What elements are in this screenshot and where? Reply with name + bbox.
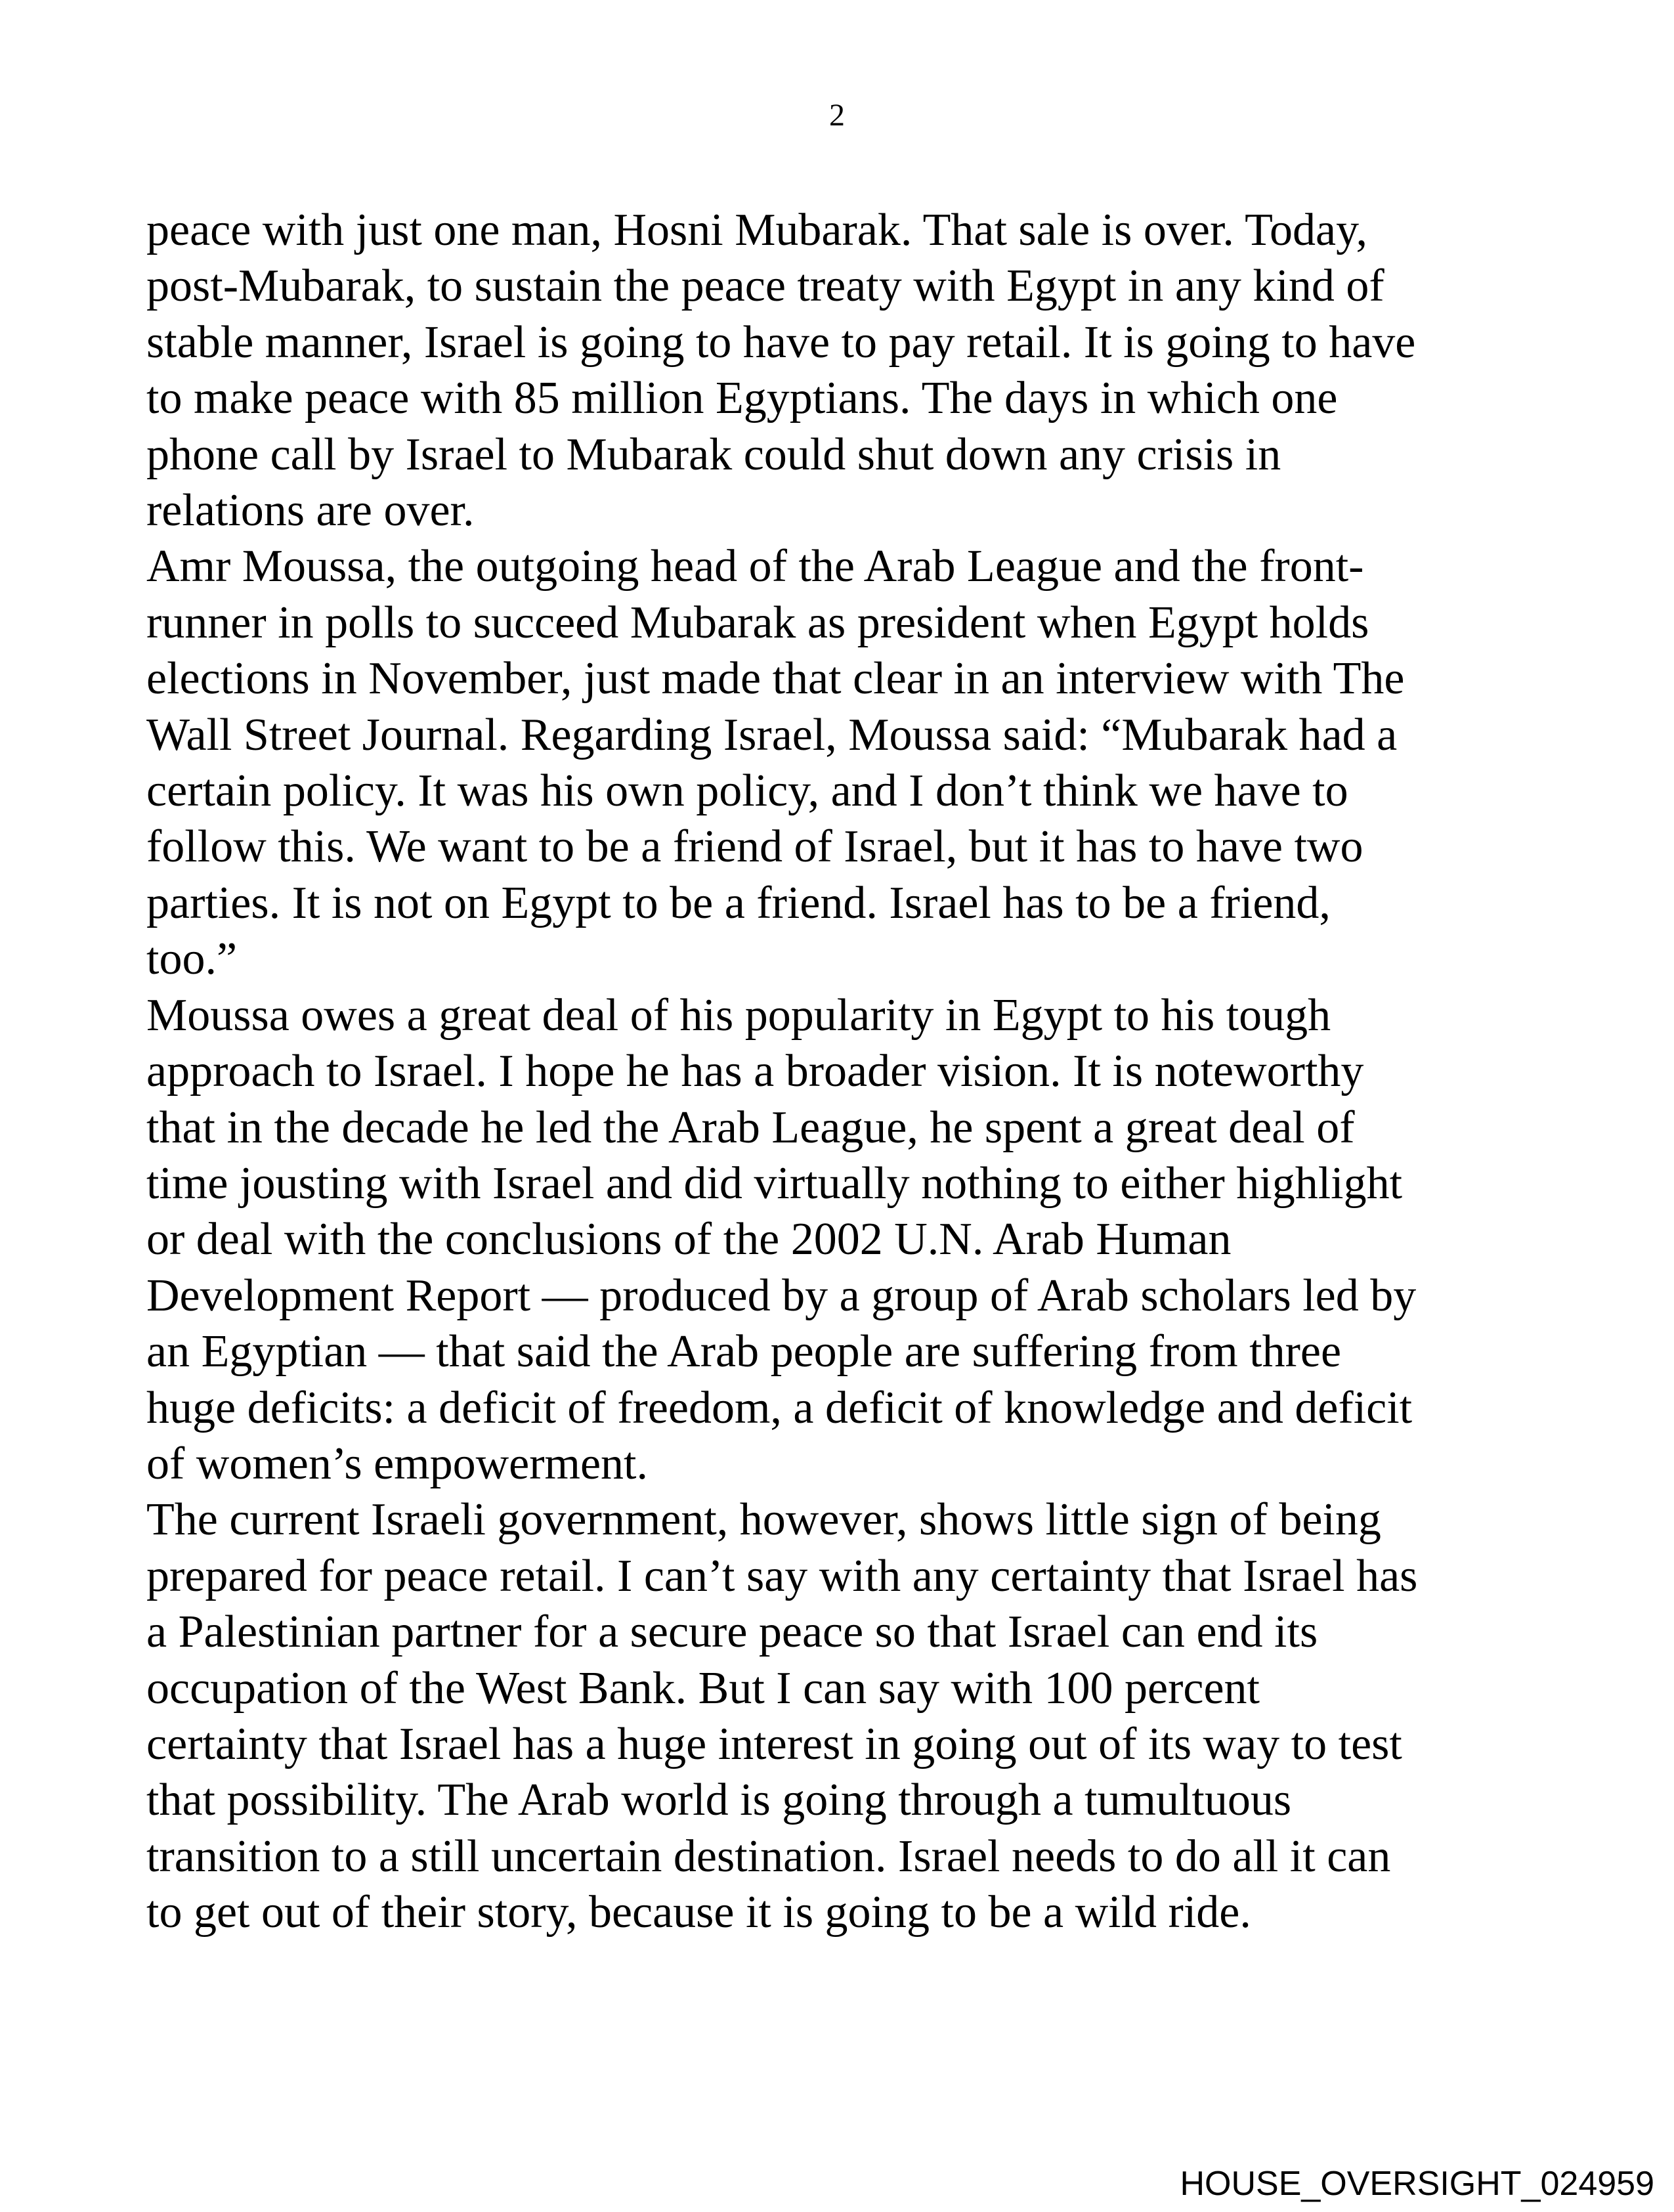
text-line: stable manner, Israel is going to have to pay retail. It is going to have <box>146 316 1416 368</box>
text-line: prepared for peace retail. I can’t say with any certainty that Israel has <box>146 1550 1418 1601</box>
text-line: post-Mubarak, to sustain the peace treaty with Egypt in any kind of <box>146 261 1384 312</box>
body-text <box>146 202 1558 1941</box>
text-line: Wall Street Journal. Regarding Israel, Moussa said: “Mubarak had a <box>146 709 1398 760</box>
text-line: that possibility. The Arab world is going through a tumultuous <box>146 1775 1292 1826</box>
text-line: a Palestinian partner for a secure peace so that Israel can end its <box>146 1607 1318 1658</box>
text-line: approach to Israel. I hope he has a broader vision. It is noteworthy <box>146 1046 1364 1097</box>
text-line: huge deficits: a deficit of freedom, a deficit of knowledge and deficit <box>146 1382 1413 1433</box>
text-line: runner in polls to succeed Mubarak as president when Egypt holds <box>146 597 1369 648</box>
text-line: parties. It is not on Egypt to be a friend. Israel has to be a friend, <box>146 877 1331 928</box>
text-line: elections in November, just made that clear in an interview with The <box>146 653 1405 705</box>
page-number: 2 <box>829 98 845 133</box>
paragraph <box>146 202 1558 538</box>
text-line: an Egyptian — that said the Arab people are suffering from three <box>146 1326 1342 1377</box>
text-line: to make peace with 85 million Egyptians. The days in which one <box>146 373 1338 424</box>
text-line: time jousting with Israel and did virtually nothing to either highlight <box>146 1158 1403 1209</box>
text-line: transition to a still uncertain destination. Israel needs to do all it can <box>146 1831 1391 1882</box>
text-line: peace with just one man, Hosni Mubarak. That sale is over. Today, <box>146 205 1368 255</box>
text-line: relations are over. <box>146 485 475 536</box>
text-line: occupation of the West Bank. But I can say with 100 percent <box>146 1662 1260 1714</box>
text-line: to get out of their story, because it is going to be a wild ride. <box>146 1887 1251 1938</box>
text-line: Development Report — produced by a group of Arab scholars led by <box>146 1270 1417 1321</box>
paragraph <box>146 987 1558 1492</box>
text-line: Amr Moussa, the outgoing head of the Arab League and the front- <box>146 541 1364 592</box>
text-line: follow this. We want to be a friend of Israel, but it has to have two <box>146 821 1363 873</box>
text-line: too.” <box>146 934 238 985</box>
bates-number: HOUSE_OVERSIGHT_024959 <box>1180 2165 1654 2203</box>
text-line: of women’s empowerment. <box>146 1438 648 1489</box>
text-line: or deal with the conclusions of the 2002 U.N. Arab Human <box>146 1214 1232 1265</box>
paragraph <box>146 1492 1558 1940</box>
paragraph <box>146 538 1558 987</box>
text-line: certainty that Israel has a huge interest in going out of its way to test <box>146 1718 1402 1769</box>
text-line: certain policy. It was his own policy, and I don’t think we have to <box>146 766 1348 817</box>
text-line: phone call by Israel to Mubarak could shut down any crisis in <box>146 429 1281 480</box>
text-line: The current Israeli government, however, shows little sign of being <box>146 1494 1381 1546</box>
text-line: Moussa owes a great deal of his popularity in Egypt to his tough <box>146 989 1331 1041</box>
text-line: that in the decade he led the Arab League, he spent a great deal of <box>146 1102 1355 1153</box>
